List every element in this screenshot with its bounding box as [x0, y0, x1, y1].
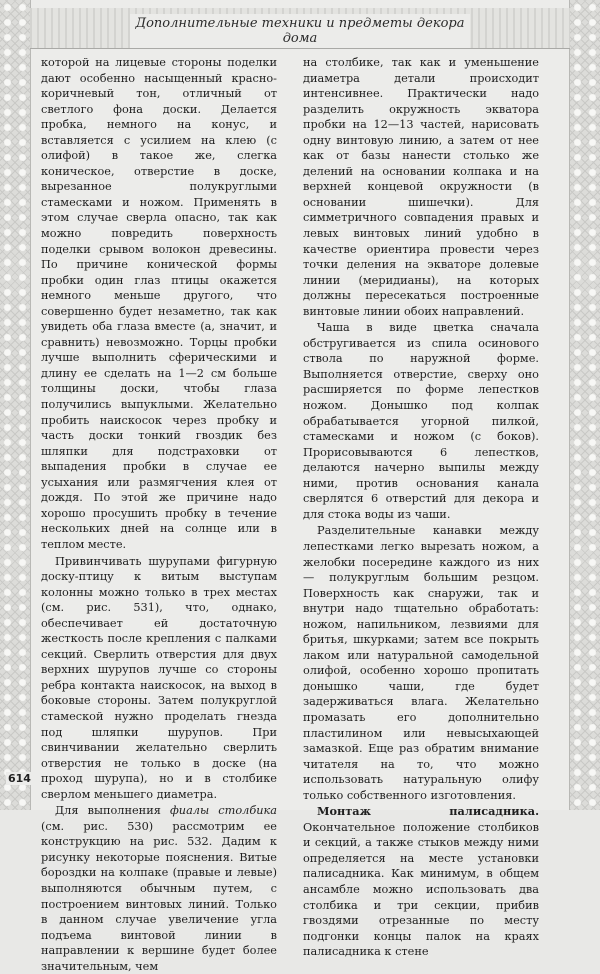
- section-heading: Монтаж палисадника.: [317, 804, 539, 819]
- paragraph: Привинчивать шурупами фигурную доску-птицу к витым выступам колонны можно только в трех местах (см. рис. 531), что, однако, обеспечивает ей достаточную жесткость после крепления с палками секций. Сверлить отверстия для двух верхних шурупов лучше со стороны ребра контакта наискосок, на выход в боковые стороны. Затем полукруглой стамеской нужно проделать гнезда под шляпки шурупов. При свинчивании желательно сверлить отверстия не только в доске (на проход шурупа), но и в столбике сверлом меньшего диаметра.: [41, 554, 277, 801]
- paragraph: Чаша в виде цветка сначала обстругивается из спила осинового ствола по наружной форме. Выполняется отверстие, сверху оно расширяется по форме лепестков ножом. Донышко под колпак обрабатывается угорной пилкой, стамесками и ножом (с боков). Прорисовываются 6 лепестков, делаются начерно выпилы между ними, против основания канала сверлятся 6 отверстий для декора и для стока воды из чаши.: [303, 321, 539, 521]
- paragraph: [303, 804, 539, 959]
- paragraph: на столбике, так как и уменьшение диаметра детали происходит интенсивнее. Практически надо разделить окружность экватора пробки на 12—13 частей, нарисовать одну винтовую линию, а затем от нее как от базы нанести столько же делений на основании колпака и на верхней концевой окружности (в основании шишечки). Для симметричного совпадения правых и левых винтовых линий удобно в качестве ориентира провести через точки деления на экваторе долевые линии (меридианы), на которых должны пересекаться построенные винтовые линии обоих направлений.: [303, 56, 539, 318]
- italic-term: фиалы столбика: [169, 804, 277, 818]
- paragraph: которой на лицевые стороны поделки дают особенно насыщенный красно-коричневый тон, отличный от светлого фона доски. Делается пробка, немного на конус, и вставляется с усилием на клею (с олифой) в такое же, слегка коническое, отверстие в доске, вырезанное полукруглыми стамесками и ножом. Применять в этом случае сверла опасно, так как можно повредить поверхность поделки срывом волокон древесины. По причине конической формы пробки один глаз птицы окажется немного меньше другого, что совершенно будет незаметно, так как увидеть оба глаза вместе (а, значит, и сравнить) невозможно. Торцы пробки лучше выполнить сферическими и длину ее сделать на 1—2 см больше толщины доски, чтобы глаза получились выпуклыми. Желательно пробить наискосок через пробку и часть доски тонкий гвоздик без шляпки для подстраховки от выпадения пробки в случае ее усыхания или размягчения клея от дождя. По этой же причине надо хорошо просушить пробку в течение нескольких дней на солнце или в теплом месте.: [41, 56, 277, 551]
- running-header-title: Дополнительные техники и предметы декора дома: [130, 14, 470, 48]
- paragraph-body: Окончательное положение столбиков и секций, а также стыков между ними определяется на месте установки палисадника. Как минимум, в общем ансамбле можно использовать два столбика и три секции, прибив гвоздями отрезанные по месту подгонки концы палок на краях палисадника к стене: [303, 820, 539, 959]
- paragraph: [41, 803, 277, 974]
- left-lace-border: [0, 0, 31, 810]
- paragraph: Разделительные канавки между лепестками легко вырезать ножом, а желобки посередине каждого из них — полукруглым большим резцом. Поверхность как снаружи, так и внутри надо тщательно обработать: ножом, напильником, лезвиями для бритья, шкурками; затем все покрыть лаком или натуральной самодельной олифой, особенно хорошо пропитать донышко чаши, где будет задерживаться влага. Желательно промазать его дополнительно пластилином или невысыхающей замазкой. Еще раз обратим внимание читателя на то, что можно использовать натуральную олифу только собственного изготовления.: [303, 524, 539, 802]
- left-text-column: [41, 55, 277, 974]
- right-lace-border: [569, 0, 600, 810]
- page-number: 614: [8, 772, 31, 785]
- paragraph-lead: Для выполнения: [55, 804, 170, 818]
- paragraph-body: (см. рис. 530) рассмотрим ее конструкцию на рис. 532. Дадим к рисунку некоторые пояснения. Витые бороздки на колпаке (правые и левые) выполняются обычным путем, с построением винтовых линий. Только в данном случае увеличение угла подъема винтовой линии в направлении к вершине будет более значительным, чем: [41, 819, 277, 973]
- right-text-column: [303, 55, 539, 960]
